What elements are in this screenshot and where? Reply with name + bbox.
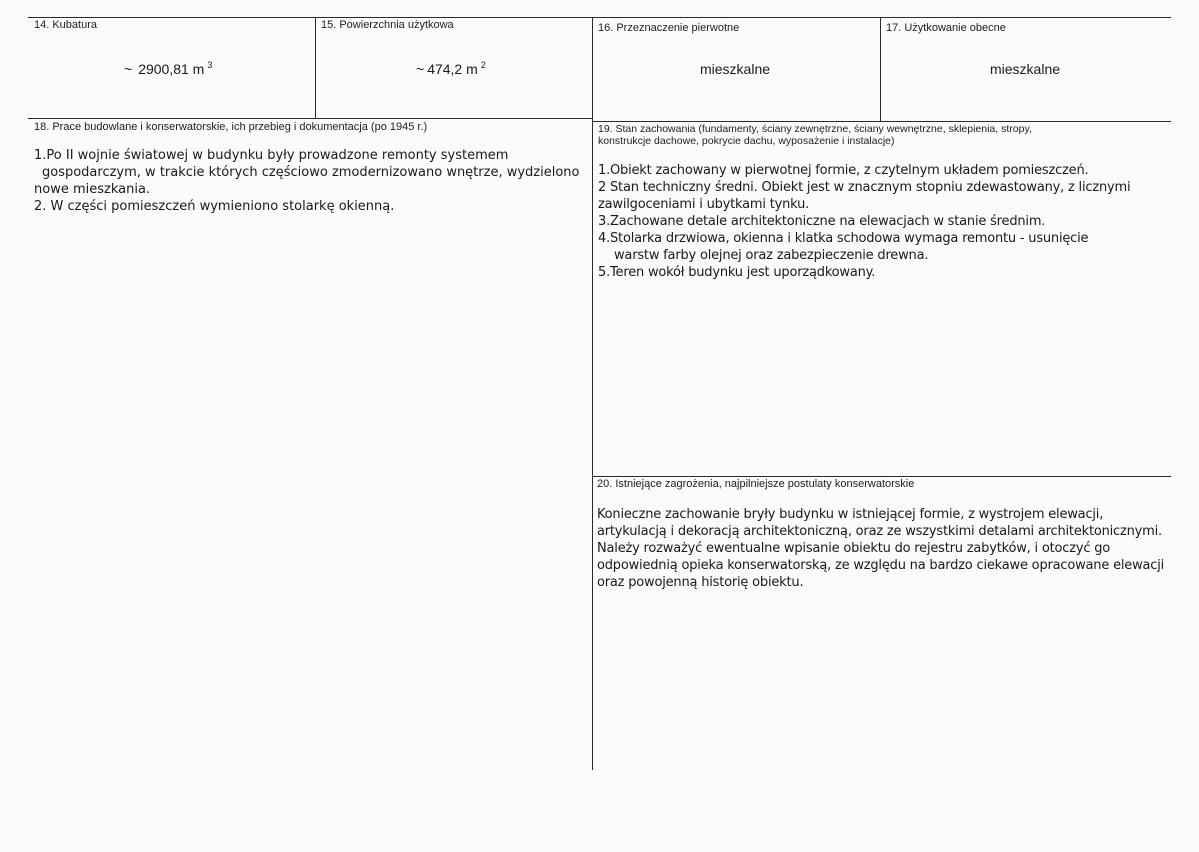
field-19-line: 2 Stan techniczny średni. Obiekt jest w znacznym stopniu zdewastowany, z licznymi [598, 180, 1131, 195]
field-16-label: 16. Przeznaczenie pierwotne [598, 22, 740, 34]
approx-symbol: ~ [124, 61, 133, 77]
col-divider-main [592, 17, 593, 770]
field-19-line: 5.Teren wokół budynku jest uporządkowany. [598, 265, 876, 280]
field-19-label [598, 123, 1032, 147]
field-16-value: mieszkalne [700, 61, 771, 77]
field-18-content [34, 147, 579, 215]
field-19-line: warstw farby olejnej oraz zabezpieczenie drewna. [614, 248, 929, 263]
field-14-value [124, 60, 212, 77]
field-19-line: 3.Zachowane detale architektoniczne na elewacjach w stanie średnim. [598, 214, 1046, 229]
field-18-line: 2. W części pomieszczeń wymieniono stolarkę okienną. [34, 199, 395, 214]
field-18-line: gospodarczym, w trakcie których częściowo zmodernizowano wnętrze, wydzielono [42, 165, 580, 180]
field-20-line: Konieczne zachowanie bryły budynku w istniejącej formie, z wystrojem elewacji, [597, 507, 1104, 522]
row1-bottom-line [28, 118, 592, 119]
field-15-value [416, 60, 486, 77]
field-19-line: 4.Stolarka drzwiowa, okienna i klatka schodowa wymaga remontu - usunięcie [598, 231, 1089, 246]
col-divider-15 [315, 17, 316, 118]
section20-top-line [592, 476, 1171, 477]
field-17-label: 17. Użytkowanie obecne [886, 22, 1006, 34]
area-unit-exponent: 2 [480, 60, 486, 70]
kubatura-value: 2900,81 m [138, 61, 205, 77]
field-19-line: 1.Obiekt zachowany w pierwotnej formie, z czytelnym układem pomieszczeń. [598, 163, 1089, 178]
field-19-line: zawilgoceniami i ubytkami tynku. [598, 197, 810, 212]
field-19-label-line: konstrukcje dachowe, pokrycie dachu, wyposażenie i instalacje) [598, 135, 895, 147]
field-20-line: artykulacją i dekoracją architektoniczną, oraz ze wszystkimi detalami architektonicznymi. [597, 524, 1162, 539]
field-20-line: odpowiednią opieka konserwatorską, ze względu na bardzo ciekawe opracowane elewacji [597, 558, 1165, 573]
field-18-line: 1.Po II wojnie światowej w budynku były prowadzone remonty systemem [34, 148, 509, 163]
top-border-line [28, 17, 1171, 18]
field-20-line: oraz powojenną historię obiektu. [597, 575, 804, 590]
field-15-label: 15. Powierzchnia użytkowa [321, 19, 454, 31]
area-value: 474,2 m [427, 61, 478, 77]
field-20-line: Należy rozważyć ewentualne wpisanie obiektu do rejestru zabytków, i otoczyć go [597, 541, 1111, 556]
field-18-label: 18. Prace budowlane i konserwatorskie, ich przebieg i dokumentacja (po 1945 r.) [34, 121, 428, 133]
field-20-content [597, 506, 1164, 591]
field-19-content [598, 162, 1130, 281]
field-18-line: nowe mieszkania. [34, 182, 151, 197]
col-divider-17 [880, 17, 881, 121]
field-17-value: mieszkalne [990, 61, 1061, 77]
approx-symbol: ~ [416, 61, 425, 77]
row1-bottom-line-right [592, 121, 1171, 122]
field-20-label: 20. Istniejące zagrożenia, najpilniejsze postulaty konserwatorskie [597, 478, 915, 490]
field-19-label-line: 19. Stan zachowania (fundamenty, ściany zewnętrzne, ściany wewnętrzne, sklepienia, stropy, [598, 123, 1032, 135]
field-14-label: 14. Kubatura [34, 19, 97, 31]
kubatura-unit-exponent: 3 [207, 60, 213, 70]
